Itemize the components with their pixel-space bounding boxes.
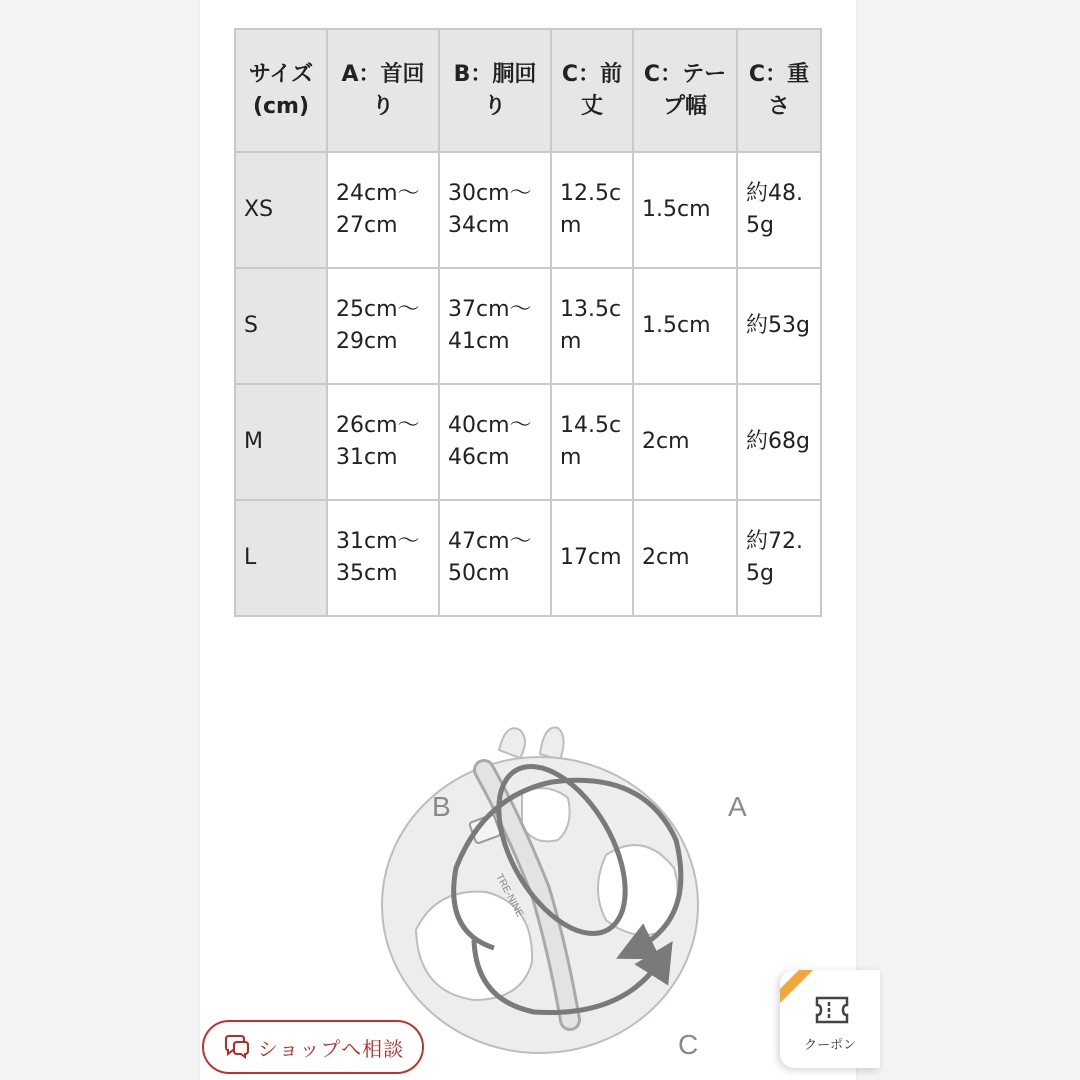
chest-cell: 40cm～46cm bbox=[439, 384, 551, 500]
header-chest: B：胴回り bbox=[439, 29, 551, 152]
table-row bbox=[235, 152, 821, 268]
tape-width-cell: 1.5cm bbox=[633, 268, 737, 384]
chest-cell: 30cm～34cm bbox=[439, 152, 551, 268]
header-size: サイズ(cm) bbox=[235, 29, 327, 152]
size-cell: M bbox=[235, 384, 327, 500]
chest-cell: 47cm～50cm bbox=[439, 500, 551, 616]
weight-cell: 約48.5g bbox=[737, 152, 821, 268]
coupon-button[interactable] bbox=[780, 970, 880, 1068]
mesh-opening-top bbox=[522, 788, 570, 841]
brand-text: TRE-NINE bbox=[493, 872, 526, 920]
size-cell: L bbox=[235, 500, 327, 616]
coupon-label: クーポン bbox=[803, 1038, 856, 1053]
length-cell: 12.5cm bbox=[551, 152, 633, 268]
chest-cell: 37cm～41cm bbox=[439, 268, 551, 384]
table-row bbox=[235, 384, 821, 500]
label-b: B bbox=[432, 791, 451, 822]
tape-width-cell: 2cm bbox=[633, 500, 737, 616]
label-c: C bbox=[678, 1029, 699, 1060]
harness-illustration bbox=[382, 728, 698, 1053]
harness-measurement-diagram bbox=[344, 700, 764, 1070]
size-cell: S bbox=[235, 268, 327, 384]
neck-cell: 24cm～27cm bbox=[327, 152, 439, 268]
chat-bubble-icon bbox=[222, 1033, 250, 1061]
size-cell: XS bbox=[235, 152, 327, 268]
size-chart-table bbox=[234, 28, 822, 617]
tape-width-cell: 1.5cm bbox=[633, 152, 737, 268]
header-weight: C：重さ bbox=[737, 29, 821, 152]
table-header-row bbox=[235, 29, 821, 152]
weight-cell: 約68g bbox=[737, 384, 821, 500]
shop-consult-button[interactable] bbox=[202, 1020, 424, 1074]
neck-cell: 25cm～29cm bbox=[327, 268, 439, 384]
ticket-icon bbox=[814, 994, 850, 1026]
label-a: A bbox=[728, 791, 747, 822]
d-ring-right bbox=[540, 728, 564, 760]
d-ring-left bbox=[499, 728, 525, 758]
tape-width-cell: 2cm bbox=[633, 384, 737, 500]
header-length: C：前丈 bbox=[551, 29, 633, 152]
neck-cell: 26cm～31cm bbox=[327, 384, 439, 500]
neck-cell: 31cm～35cm bbox=[327, 500, 439, 616]
table-row bbox=[235, 500, 821, 616]
length-cell: 17cm bbox=[551, 500, 633, 616]
table-row bbox=[235, 268, 821, 384]
header-tape-width: C：テープ幅 bbox=[633, 29, 737, 152]
length-cell: 13.5cm bbox=[551, 268, 633, 384]
product-detail-content bbox=[200, 0, 856, 1080]
weight-cell: 約53g bbox=[737, 268, 821, 384]
weight-cell: 約72.5g bbox=[737, 500, 821, 616]
shop-consult-label: ショップへ相談 bbox=[257, 1036, 405, 1061]
header-neck: A：首回り bbox=[327, 29, 439, 152]
length-cell: 14.5cm bbox=[551, 384, 633, 500]
